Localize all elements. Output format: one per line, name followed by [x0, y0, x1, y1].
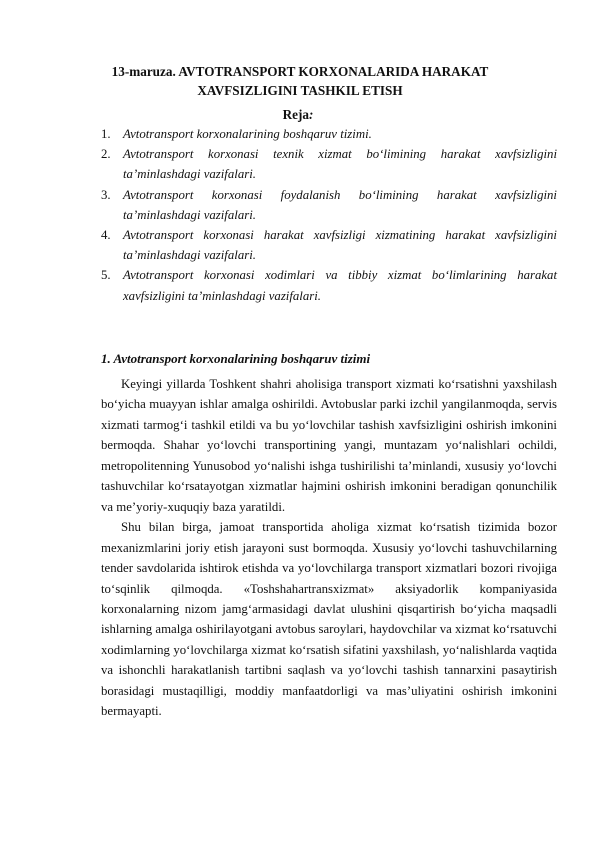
- plan-item: [101, 124, 557, 144]
- plan-item: [101, 144, 557, 184]
- body-paragraph: Keyingi yillarda Toshkent shahri aholisiga transport xizmati ko‘rsatishni yaxshilash bo‘yicha muayyan ishlar amalga oshirildi. Avtobuslar parki izchil yangilanmoqda, servis xizmati tarmog‘i tashkil etildi va bu yo‘lovchilar tashish xavfsizligini oshirish imkonini bermoqda. Shahar yo‘lovchi transportining yangi, muntazam yo‘nalishlari ochildi, metropolitenning Yunusobod yo‘nalishi ishga tushirilishi ta’minlandi, xususiy yo‘lovchi tashuvchilar ko‘rsatayotgan xizmatlar hajmini oshirish imkonini beradigan qonunchilik va me’yoriy-xuquqiy baza yaratildi.: [101, 377, 557, 514]
- plan-item: [101, 265, 557, 305]
- section-body: [101, 374, 557, 722]
- plan-item-text: Avtotransport korxonasi texnik xizmat bo‘limining harakat xavfsizligini ta’minlashdagi vazifalari.: [123, 147, 557, 182]
- plan-list: [101, 124, 557, 306]
- plan-item-number: 1.: [101, 127, 111, 141]
- plan-item-number: 3.: [101, 187, 111, 202]
- plan-item-text: Avtotransport korxonasi xodimlari va tibbiy xizmat bo‘limlarining harakat xavfsizligini ta’minlashdagi vazifalari.: [123, 268, 557, 303]
- plan-heading: [0, 105, 596, 124]
- lecture-title-line-1: 13-maruza. AVTOTRANSPORT KORXONALARIDA HARAKAT: [111, 64, 489, 79]
- plan-item-number: 5.: [101, 268, 111, 283]
- plan-heading-colon: :: [308, 107, 314, 122]
- body-paragraph: Shu bilan birga, jamoat transportida aholiga xizmat ko‘rsatish tizimida bozor mexanizmlarini joriy etish jarayoni sust bormoqda. Xususiy yo‘lovchi tashuvchilarning tender savdolarida ishtirok etishda va yo‘lovchilarga transport xizmatlari bozori rivojiga to‘sqinlik qilmoqda. «Toshshahartransxizmat» aksiyadorlik kompaniyasida korxonalarning nizom jamg‘armasidagi davlat ulushini qisqartirish bo‘yicha maqsadli ishlarning amalga oshirilayotgani avtobus saroylari, haydovchilar va xizmat ko‘rsatuvchi xodimlarning yo‘lovchilarga xizmat ko‘rsatish sifatini yaxshilash, yo‘nalishlarda vaqtida va ishonchli harakatlanish tartibni saqlash va yo‘lovchi tashish tannarxini pasaytirish borasidagi mustaqilligi, moddiy manfaatdorligi va mas’uliyatini oshirish imkonini bermayapti.: [101, 520, 557, 719]
- plan-item-number: 4.: [101, 228, 111, 243]
- plan-item-number: 2.: [101, 147, 111, 162]
- plan-item-text: Avtotransport korxonasi harakat xavfsizligi xizmatining harakat xavfsizligini ta’minlashdagi vazifalari.: [123, 228, 557, 263]
- plan-item: [101, 185, 557, 225]
- lecture-title: [100, 62, 500, 100]
- plan-item-text: Avtotransport korxonasi foydalanish bo‘limining harakat xavfsizligini ta’minlashdagi vazifalari.: [123, 187, 557, 222]
- plan-item: [101, 225, 557, 265]
- plan-heading-text: Reja: [282, 107, 309, 122]
- plan-item-text: Avtotransport korxonalarining boshqaruv tizimi.: [123, 127, 372, 141]
- lecture-title-line-2: XAVFSIZLIGINI TASHKIL ETISH: [197, 83, 403, 98]
- section-heading: 1. Avtotransport korxonalarining boshqaruv tizimi: [101, 351, 371, 366]
